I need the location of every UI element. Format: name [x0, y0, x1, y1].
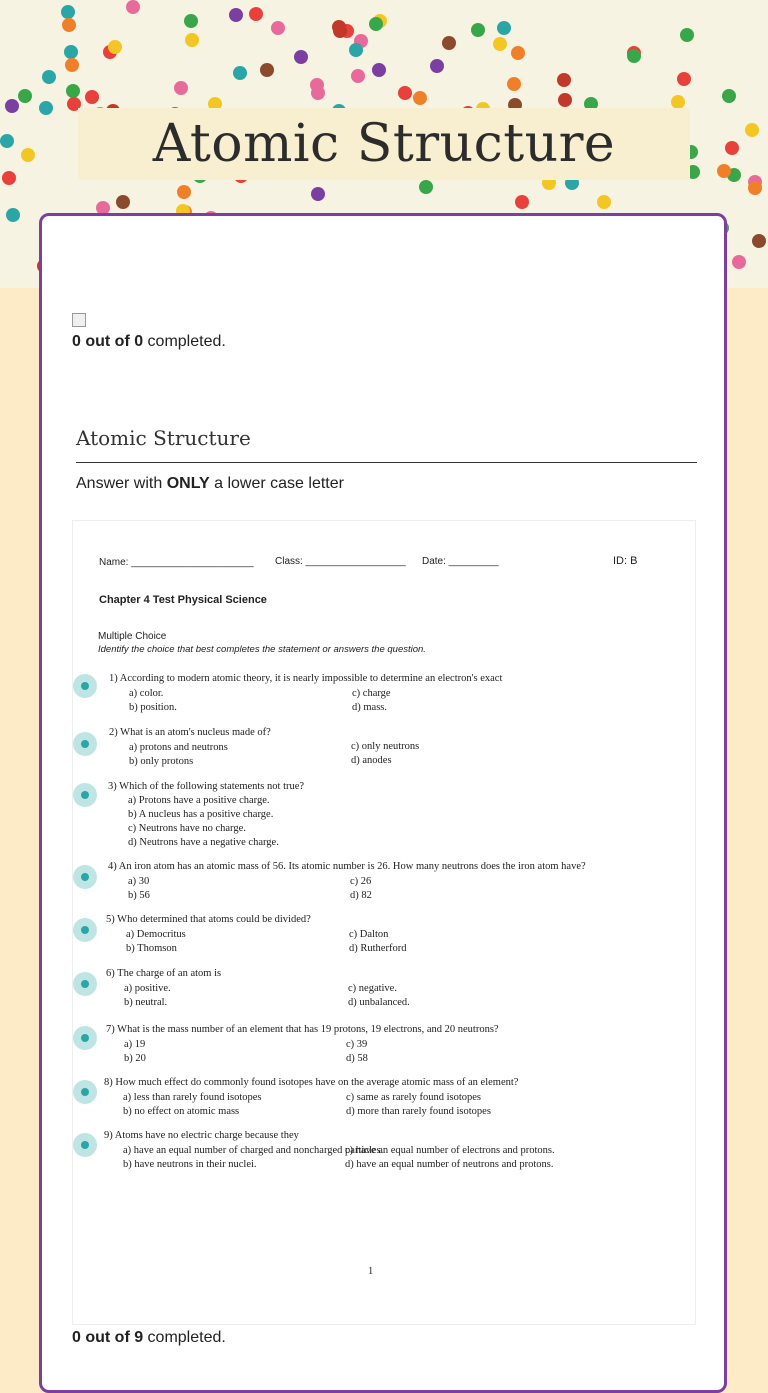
- choice-d: d) Rutherford: [349, 943, 407, 954]
- confetti-dot: [671, 95, 685, 109]
- progress-bottom-count: 0 out of 9: [72, 1329, 144, 1346]
- choice-c: c) Neutrons have no charge.: [128, 823, 246, 834]
- confetti-dot: [108, 40, 122, 54]
- instruction-pre: Answer with: [76, 475, 167, 492]
- question-text: 3) Which of the following statements not true?: [108, 781, 305, 792]
- progress-top: [72, 333, 226, 351]
- instruction: [76, 475, 344, 493]
- answer-marker[interactable]: [73, 1080, 97, 1104]
- choice-d: d) unbalanced.: [348, 997, 410, 1008]
- choice-c: c) have an equal number of electrons and protons.: [345, 1145, 555, 1156]
- choice-d: d) more than rarely found isotopes: [346, 1106, 491, 1117]
- confetti-dot: [677, 72, 691, 86]
- confetti-dot: [597, 195, 611, 209]
- confetti-dot: [177, 185, 191, 199]
- choice-a: a) have an equal number of charged and noncharged particles.: [123, 1145, 384, 1156]
- confetti-dot: [62, 18, 76, 32]
- ws-mc-instruction: Identify the choice that best completes the statement or answers the question.: [98, 644, 426, 655]
- choice-d: d) Neutrons have a negative charge.: [128, 837, 279, 848]
- confetti-dot: [126, 0, 140, 14]
- choice-b: b) position.: [129, 702, 177, 713]
- choice-d: d) 82: [350, 890, 372, 901]
- confetti-dot: [0, 134, 14, 148]
- confetti-dot: [85, 90, 99, 104]
- progress-top-suffix: completed.: [143, 333, 226, 350]
- page-title: Atomic Structure: [152, 114, 616, 174]
- choice-b: b) 20: [124, 1053, 146, 1064]
- confetti-dot: [311, 86, 325, 100]
- choice-a: a) Democritus: [126, 929, 186, 940]
- broken-image-icon: [72, 313, 86, 327]
- confetti-dot: [369, 17, 383, 31]
- confetti-dot: [66, 84, 80, 98]
- choice-b: b) 56: [128, 890, 150, 901]
- confetti-dot: [39, 101, 53, 115]
- choice-d: d) have an equal number of neutrons and protons.: [345, 1159, 554, 1170]
- ws-class-label: Class: __________________: [275, 556, 406, 567]
- answer-marker[interactable]: [73, 674, 97, 698]
- choice-b: b) only protons: [129, 756, 194, 767]
- answer-marker[interactable]: [73, 865, 97, 889]
- confetti-dot: [497, 21, 511, 35]
- answer-marker[interactable]: [73, 1026, 97, 1050]
- choice-a: a) 30: [128, 876, 150, 887]
- progress-top-count: 0 out of 0: [72, 333, 144, 350]
- ws-mc-heading: Multiple Choice: [98, 631, 167, 642]
- choice-a: a) positive.: [124, 983, 171, 994]
- confetti-dot: [745, 123, 759, 137]
- confetti-dot: [398, 86, 412, 100]
- ws-id-label: ID: B: [613, 555, 638, 567]
- question-text: 8) How much effect do commonly found isotopes have on the average atomic mass of an element?: [104, 1077, 519, 1088]
- confetti-dot: [260, 63, 274, 77]
- confetti-dot: [511, 46, 525, 60]
- confetti-dot: [372, 63, 386, 77]
- confetti-dot: [558, 93, 572, 107]
- question-text: 6) The charge of an atom is: [106, 968, 222, 979]
- question-text: 9) Atoms have no electric charge because they: [104, 1130, 299, 1141]
- confetti-dot: [271, 21, 285, 35]
- confetti-dot: [249, 7, 263, 21]
- section-divider: [76, 462, 697, 463]
- confetti-dot: [65, 58, 79, 72]
- choice-c: c) negative.: [348, 983, 397, 994]
- choice-a: a) protons and neutrons: [129, 742, 228, 753]
- progress-bottom: [72, 1329, 226, 1347]
- question-text: 1) According to modern atomic theory, it is nearly impossible to determine an electron's exact: [109, 673, 503, 684]
- choice-a: a) color.: [129, 688, 164, 699]
- question-text: 7) What is the mass number of an element that has 19 protons, 19 electrons, and 20 neutrons?: [106, 1024, 499, 1035]
- progress-bottom-suffix: completed.: [143, 1329, 226, 1346]
- confetti-dot: [471, 23, 485, 37]
- confetti-dot: [557, 73, 571, 87]
- section-title: Atomic Structure: [76, 426, 251, 450]
- confetti-dot: [722, 89, 736, 103]
- title-plate: [78, 108, 690, 180]
- confetti-dot: [311, 187, 325, 201]
- confetti-dot: [61, 5, 75, 19]
- confetti-dot: [419, 180, 433, 194]
- ws-chapter: Chapter 4 Test Physical Science: [99, 594, 267, 606]
- choice-a: a) less than rarely found isotopes: [123, 1092, 262, 1103]
- confetti-dot: [6, 208, 20, 222]
- worksheet-image: [72, 520, 696, 1325]
- confetti-dot: [507, 77, 521, 91]
- answer-marker[interactable]: [73, 783, 97, 807]
- ws-date-label: Date: _________: [422, 556, 499, 567]
- choice-c: c) only neutrons: [351, 741, 420, 752]
- answer-marker[interactable]: [73, 732, 97, 756]
- choice-b: b) neutral.: [124, 997, 168, 1008]
- choice-c: c) Dalton: [349, 929, 389, 940]
- instruction-bold: ONLY: [166, 475, 210, 492]
- choice-b: b) no effect on atomic mass: [123, 1106, 240, 1117]
- confetti-dot: [18, 89, 32, 103]
- answer-marker[interactable]: [73, 918, 97, 942]
- confetti-dot: [174, 81, 188, 95]
- confetti-dot: [442, 36, 456, 50]
- confetti-dot: [351, 69, 365, 83]
- choice-c: c) same as rarely found isotopes: [346, 1092, 481, 1103]
- confetti-dot: [2, 171, 16, 185]
- confetti-dot: [413, 91, 427, 105]
- choice-c: c) 39: [346, 1039, 368, 1050]
- ws-name-label: Name: ______________________: [99, 557, 254, 568]
- question-text: 2) What is an atom's nucleus made of?: [109, 727, 271, 738]
- confetti-dot: [725, 141, 739, 155]
- confetti-dot: [229, 8, 243, 22]
- choice-c: c) charge: [352, 688, 391, 699]
- confetti-dot: [349, 43, 363, 57]
- answer-marker[interactable]: [73, 1133, 97, 1157]
- question-text: 4) An iron atom has an atomic mass of 56. Its atomic number is 26. How many neutrons does the iron atom have?: [108, 861, 586, 872]
- confetti-dot: [430, 59, 444, 73]
- confetti-dot: [752, 234, 766, 248]
- choice-d: d) 58: [346, 1053, 368, 1064]
- confetti-dot: [680, 28, 694, 42]
- confetti-dot: [42, 70, 56, 84]
- confetti-dot: [64, 45, 78, 59]
- question-text: 5) Who determined that atoms could be divided?: [106, 914, 311, 925]
- confetti-dot: [748, 181, 762, 195]
- confetti-dot: [184, 14, 198, 28]
- choice-d: d) anodes: [351, 755, 392, 766]
- confetti-dot: [627, 49, 641, 63]
- instruction-post: a lower case letter: [209, 475, 344, 492]
- choice-d: d) mass.: [352, 702, 387, 713]
- confetti-dot: [294, 50, 308, 64]
- choice-b: b) Thomson: [126, 943, 177, 954]
- confetti-dot: [515, 195, 529, 209]
- confetti-dot: [21, 148, 35, 162]
- confetti-dot: [717, 164, 731, 178]
- confetti-dot: [493, 37, 507, 51]
- choice-a: a) 19: [124, 1039, 146, 1050]
- confetti-dot: [732, 255, 746, 269]
- confetti-dot: [5, 99, 19, 113]
- confetti-dot: [332, 20, 346, 34]
- choice-c: c) 26: [350, 876, 372, 887]
- confetti-dot: [185, 33, 199, 47]
- answer-marker[interactable]: [73, 972, 97, 996]
- choice-a: a) Protons have a positive charge.: [128, 795, 270, 806]
- choice-b: b) A nucleus has a positive charge.: [128, 809, 274, 820]
- choice-b: b) have neutrons in their nuclei.: [123, 1159, 257, 1170]
- confetti-dot: [233, 66, 247, 80]
- confetti-dot: [116, 195, 130, 209]
- ws-page-number: 1: [368, 1266, 374, 1277]
